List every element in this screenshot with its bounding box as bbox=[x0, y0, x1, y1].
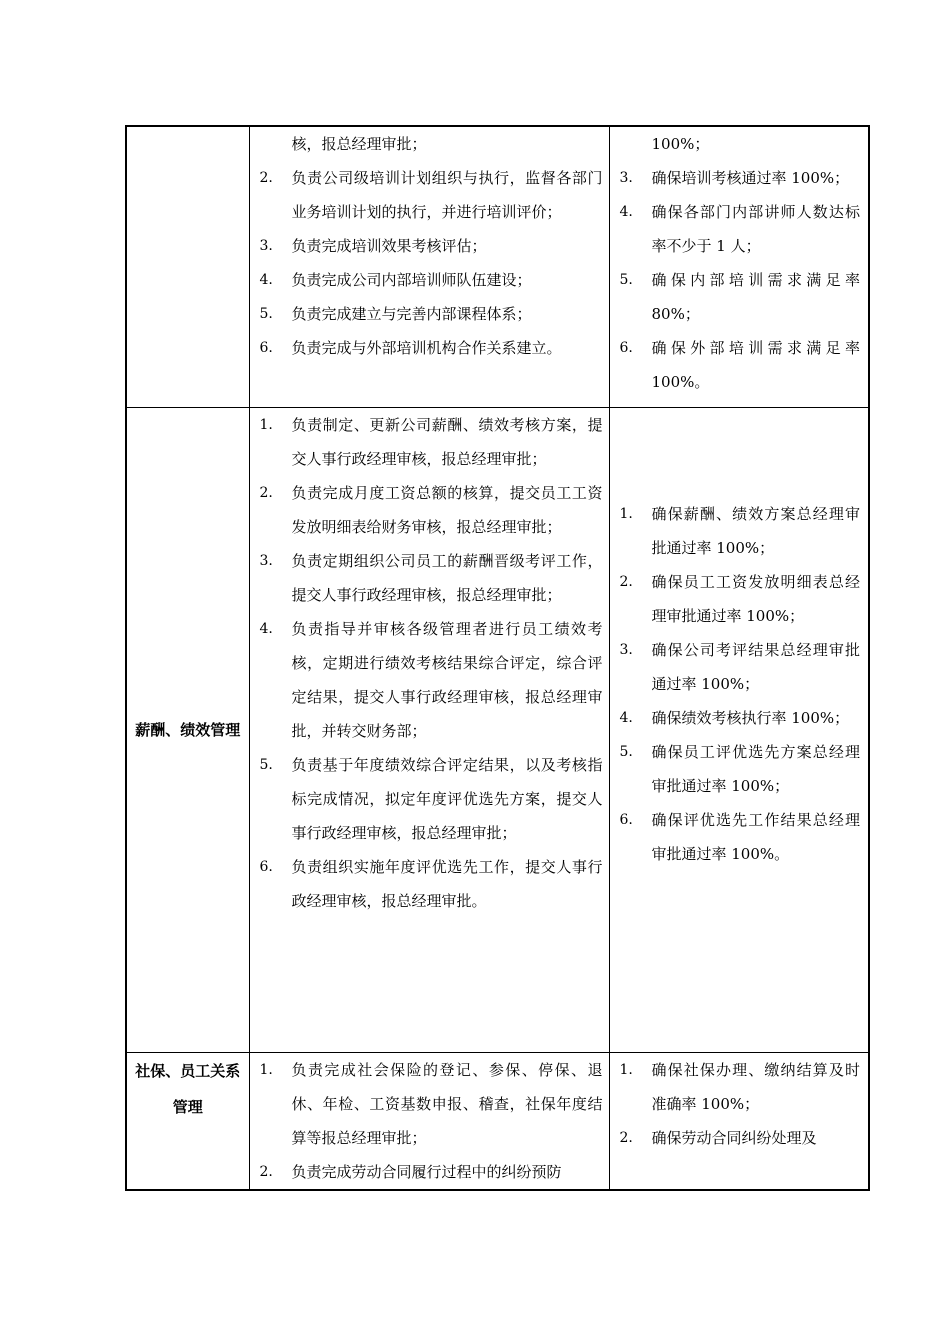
duties-cell bbox=[249, 1052, 609, 1190]
standards-cell bbox=[609, 407, 869, 1052]
list-item: 4. 负责指导并审核各级管理者进行员工绩效考核，定期进行绩效考核结果综合评定，综合评定结果，提交人事行政经理审核，报总经理审批，并转交财务部； bbox=[259, 619, 603, 740]
standard-list bbox=[610, 497, 869, 963]
list-item: 1. 确保社保办理、缴纳结算及时准确率 100%； bbox=[619, 1060, 860, 1113]
list-item: 100%； bbox=[651, 135, 710, 153]
list-item: 5. 负责基于年度绩效综合评定结果，以及考核指标完成情况，拟定年度评优选先方案，提交人事行政经理审核，报总经理审批； bbox=[259, 755, 603, 842]
list-item: 6. 确保评优选先工作结果总经理审批通过率 100%。 bbox=[619, 810, 860, 863]
standard-list bbox=[610, 127, 869, 399]
list-item: 3. 负责完成培训效果考核评估； bbox=[259, 237, 487, 255]
list-item: 4. 确保绩效考核执行率 100%； bbox=[619, 708, 850, 727]
list-item: 5. 确保员工评优选先方案总经理审批通过率 100%； bbox=[619, 742, 860, 795]
list-item: 1. 确保薪酬、绩效方案总经理审批通过率 100%； bbox=[619, 504, 860, 557]
list-item: 1. 负责制定、更新公司薪酬、绩效考核方案，提交人事行政经理审核，报总经理审批； bbox=[259, 415, 603, 468]
standards-cell bbox=[609, 1052, 869, 1190]
standards-cell bbox=[609, 126, 869, 407]
list-item: 3. 负责定期组织公司员工的薪酬晋级考评工作，提交人事行政经理审核，报总经理审批； bbox=[259, 551, 603, 604]
responsibility-table bbox=[125, 125, 870, 1191]
list-item: 3. 确保培训考核通过率 100%； bbox=[619, 169, 850, 187]
table-row bbox=[126, 126, 869, 407]
list-item: 2. 确保劳动合同纠纷处理及 bbox=[619, 1128, 817, 1147]
list-item: 2. 负责完成月度工资总额的核算，提交员工工资发放明细表给财务审核，报总经理审批； bbox=[259, 483, 603, 536]
list-item: 5. 确保内部培训需求满足率 80%； bbox=[619, 271, 860, 323]
list-item: 1. 负责完成社会保险的登记、参保、停保、退休、年检、工资基数申报、稽查，社保年度结算等报总经理审批； bbox=[259, 1060, 603, 1147]
list-item: 5. 负责完成建立与完善内部课程体系； bbox=[259, 305, 532, 323]
list-item: 3. 确保公司考评结果总经理审批通过率 100%； bbox=[619, 640, 860, 693]
duty-list bbox=[250, 1053, 609, 1189]
category-cell: 社保、员工关系管理 bbox=[126, 1052, 249, 1190]
table-row bbox=[126, 407, 869, 1052]
list-item: 4. 负责完成公司内部培训师队伍建设； bbox=[259, 271, 532, 289]
duty-list bbox=[250, 408, 609, 918]
standard-list bbox=[610, 1053, 869, 1155]
list-item: 6. 负责组织实施年度评优选先工作，提交人事行政经理审核，报总经理审批。 bbox=[259, 857, 603, 910]
list-item: 4. 确保各部门内部讲师人数达标率不少于 1 人； bbox=[619, 203, 860, 255]
list-item: 核，报总经理审批； bbox=[291, 135, 427, 153]
category-cell bbox=[126, 126, 249, 407]
duty-list bbox=[250, 127, 609, 365]
table-row bbox=[126, 1052, 869, 1190]
list-item: 2. 负责公司级培训计划组织与执行，监督各部门业务培训计划的执行，并进行培训评价； bbox=[259, 169, 603, 221]
list-item: 2. 确保员工工资发放明细表总经理审批通过率 100%； bbox=[619, 572, 860, 625]
list-item: 6. 确保外部培训需求满足率 100%。 bbox=[619, 339, 860, 391]
category-cell: 薪酬、绩效管理 bbox=[126, 407, 249, 1052]
duties-cell bbox=[249, 407, 609, 1052]
duties-cell bbox=[249, 126, 609, 407]
list-item: 6. 负责完成与外部培训机构合作关系建立。 bbox=[259, 339, 562, 357]
list-item: 2. 负责完成劳动合同履行过程中的纠纷预防 bbox=[259, 1162, 562, 1181]
